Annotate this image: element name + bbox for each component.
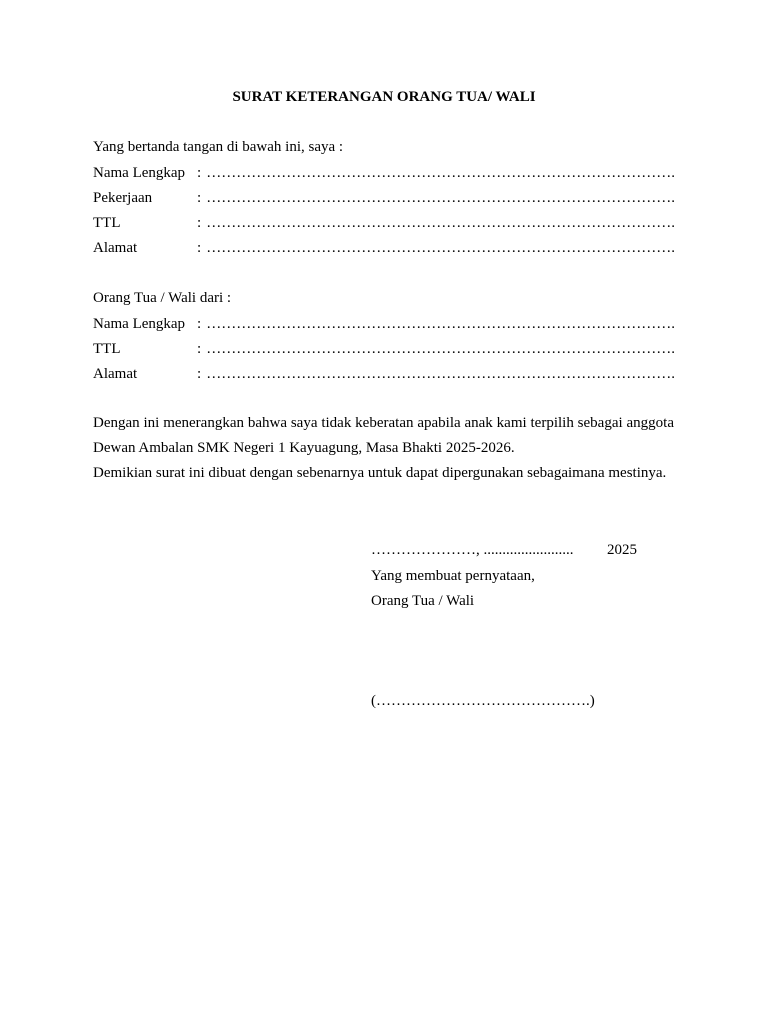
field-label: Pekerjaan [93, 190, 153, 206]
intro-text: Yang bertanda tangan di bawah ini, saya : [93, 139, 344, 155]
field-fill-line: : …………………………………………………………………………………. [197, 240, 675, 256]
signature-role: Orang Tua / Wali [371, 593, 475, 609]
field-fill-line: : …………………………………………………………………………………. [197, 165, 675, 181]
field-label: Alamat [93, 366, 138, 382]
child-intro-text: Orang Tua / Wali dari : [93, 290, 232, 306]
signature-place-date: …………………, ........................ [371, 542, 574, 558]
field-fill-line: : …………………………………………………………………………………. [197, 190, 675, 206]
field-label: TTL [93, 341, 121, 357]
closing-paragraph: Demikian surat ini dibuat dengan sebenarnya untuk dapat dipergunakan sebagaimana mestinya. [93, 465, 667, 481]
statement-paragraph: Dengan ini menerangkan bahwa saya tidak keberatan apabila anak kami terpilih sebagai anggota Dewan Ambalan SMK Negeri 1 Kayuagung, Masa Bhakti 2025-2026. [93, 415, 674, 456]
field-label: Alamat [93, 240, 138, 256]
signature-year: 2025 [607, 542, 637, 558]
field-fill-line: : …………………………………………………………………………………. [197, 316, 675, 332]
field-fill-line: : …………………………………………………………………………………. [197, 366, 675, 382]
field-fill-line: : …………………………………………………………………………………. [197, 215, 675, 231]
field-label: Nama Lengkap [93, 165, 186, 181]
signature-maker: Yang membuat pernyataan, [371, 568, 535, 584]
signature-name-line: (…………………………………….) [371, 693, 595, 709]
letter-title: SURAT KETERANGAN ORANG TUA/ WALI [232, 89, 536, 105]
field-label: Nama Lengkap [93, 316, 186, 332]
field-label: TTL [93, 215, 121, 231]
field-fill-line: : …………………………………………………………………………………. [197, 341, 675, 357]
